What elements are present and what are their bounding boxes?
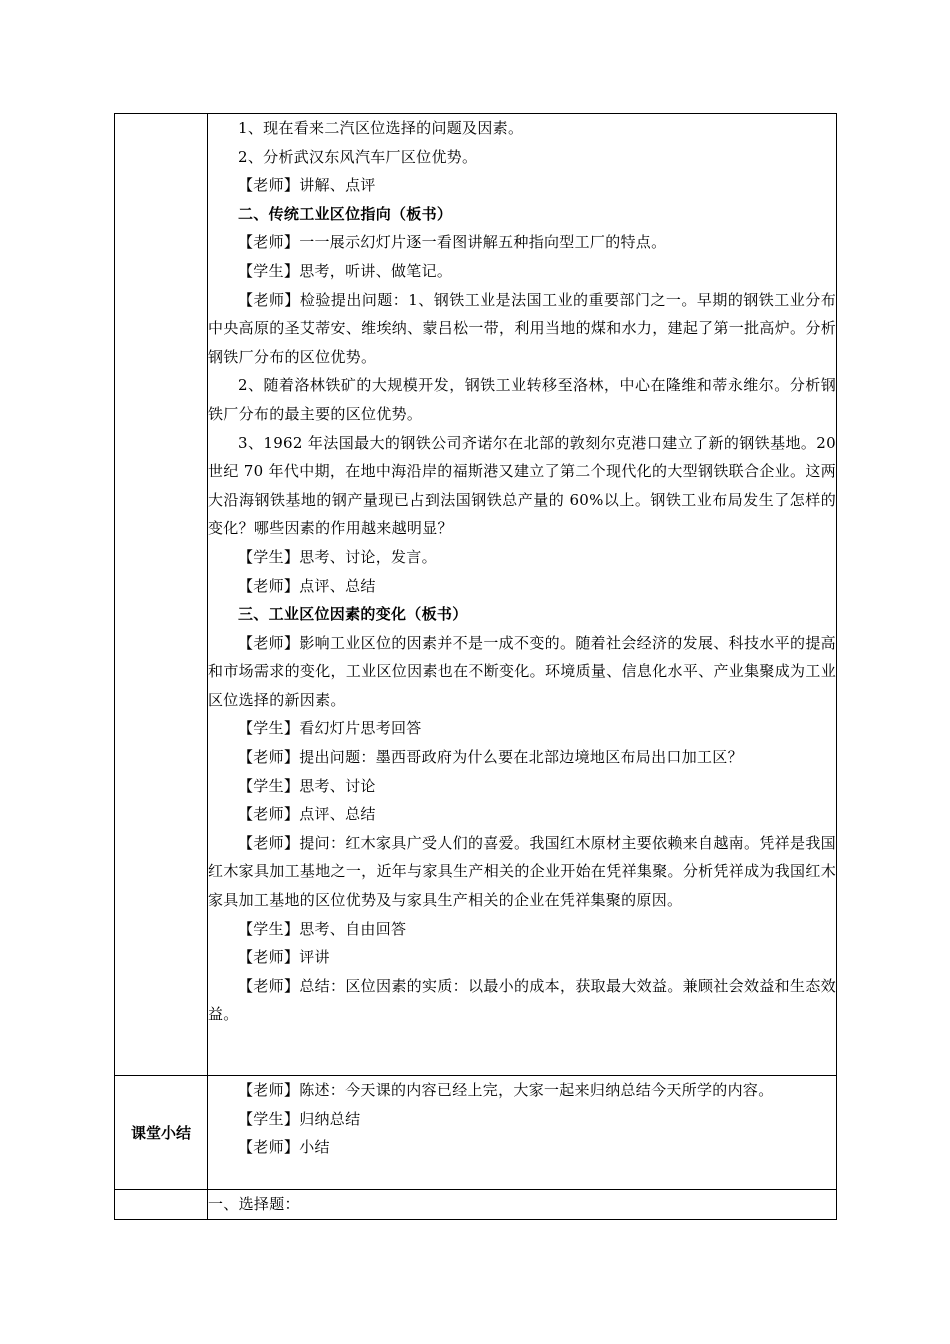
paragraph: 【学生】思考、讨论 bbox=[238, 776, 376, 795]
paragraph: 【学生】看幻灯片思考回答 bbox=[238, 719, 422, 738]
summary-content bbox=[208, 1076, 837, 1190]
paragraph: 【学生】思考，听讲、做笔记。 bbox=[238, 261, 453, 280]
paragraph: 1、现在看来二汽区位选择的问题及因素。 bbox=[238, 119, 524, 137]
exercise-content bbox=[208, 1190, 837, 1220]
paragraph: 【老师】总结：区位因素的实质：以最小的成本，获取最大效益。兼顾社会效益和生态效益。 bbox=[208, 976, 836, 1024]
paragraph: 【学生】思考、自由回答 bbox=[238, 919, 407, 938]
paragraph: 【老师】点评、总结 bbox=[238, 805, 376, 824]
paragraph: 【老师】提出问题：墨西哥政府为什么要在北部边境地区布局出口加工区？ bbox=[238, 748, 743, 767]
paragraph: 一、选择题： bbox=[208, 1195, 300, 1213]
paragraph: 2、分析武汉东风汽车厂区位优势。 bbox=[238, 147, 478, 166]
paragraph: 【老师】陈述：今天课的内容已经上完，大家一起来归纳总结今天所学的内容。 bbox=[238, 1081, 774, 1099]
section-heading: 二、传统工业区位指向（板书） bbox=[238, 204, 453, 223]
row-label-empty bbox=[115, 1190, 208, 1220]
section-heading: 三、工业区位因素的变化（板书） bbox=[238, 605, 468, 624]
paragraph: 【老师】点评、总结 bbox=[238, 576, 376, 595]
paragraph: 【学生】思考、讨论，发言。 bbox=[238, 547, 437, 566]
exercise-row bbox=[115, 1190, 837, 1220]
paragraph: 【老师】影响工业区位的因素并不是一成不变的。随着社会经济的发展、科技水平的提高和市场需求的变化，工业区位因素也在不断变化。环境质量、信息化水平、产业集聚成为工业区位选择的新因素。 bbox=[208, 633, 836, 709]
teaching-process-row bbox=[115, 114, 837, 1076]
paragraph: 【老师】讲解、点评 bbox=[238, 176, 376, 195]
paragraph: 3、1962 年法国最大的钢铁公司齐诺尔在北部的敦刻尔克港口建立了新的钢铁基地。20 世纪 70 年代中期，在地中海沿岸的福斯港又建立了第二个现代化的大型钢铁联合企业。这两大沿海钢铁基地的钢产量现已占到法国钢铁总产量的 60%以上。钢铁工业布局发生了怎样的变化？哪些因素的作用越来越明显？ bbox=[208, 433, 836, 538]
paragraph: 【老师】一一展示幻灯片逐一看图讲解五种指向型工厂的特点。 bbox=[238, 233, 667, 252]
paragraph: 【老师】检验提出问题：1、钢铁工业是法国工业的重要部门之一。早期的钢铁工业分布中央高原的圣艾蒂安、维埃纳、蒙吕松一带，利用当地的煤和水力，建起了第一批高炉。分析钢铁厂分布的区位优势。 bbox=[208, 290, 836, 366]
paragraph: 【老师】小结 bbox=[238, 1138, 330, 1157]
paragraph: 【学生】归纳总结 bbox=[238, 1109, 361, 1128]
summary-row bbox=[115, 1076, 837, 1190]
paragraph: 【老师】提问：红木家具广受人们的喜爱。我国红木原材主要依赖来自越南。凭祥是我国红木家具加工基地之一，近年与家具生产相关的企业开始在凭祥集聚。分析凭祥成为我国红木家具加工基地的区位优势及与家具生产相关的企业在凭祥集聚的原因。 bbox=[208, 833, 836, 910]
teaching-process-content bbox=[208, 114, 837, 1076]
lesson-plan-table bbox=[114, 113, 837, 1220]
row-label-empty bbox=[115, 114, 208, 1076]
paragraph: 2、随着洛林铁矿的大规模开发，钢铁工业转移至洛林，中心在隆维和蒂永维尔。分析钢铁厂分布的最主要的区位优势。 bbox=[208, 376, 836, 423]
summary-label: 课堂小结 bbox=[115, 1076, 208, 1190]
paragraph: 【老师】评讲 bbox=[238, 948, 330, 967]
